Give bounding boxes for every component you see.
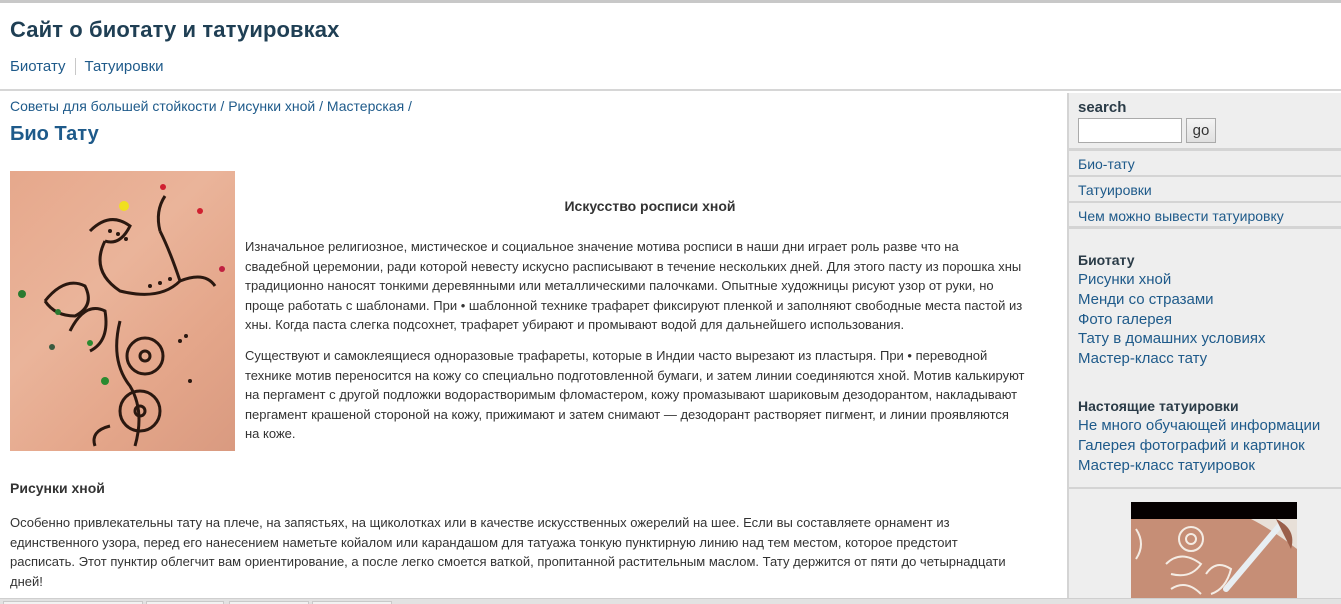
sidebar-group-biotatu — [1078, 250, 1338, 369]
sidebar-link[interactable]: Мастер-класс татуировок — [1078, 456, 1255, 474]
quick-links — [1069, 151, 1341, 229]
sidebar-link[interactable]: Фото галерея — [1078, 310, 1173, 328]
henna-tattoo-image — [10, 171, 235, 451]
page-title: Био Тату — [10, 123, 99, 145]
article-paragraph: Изначальное религиозное, мистическое и социальное значение мотива росписи в наши дни играет роль разве что на свадебной церемонии, ради которой невесту искусно расписывают в течение нескольких дней. Для этого пасту из порошка хны традиционно наносят тонкими деревянными или металлическими палочками. Опытные художницы рисуют узор от руки, но проще работать с шаблонами. При • шаблонной технике трафарет фиксируют пленкой и заполняют свободные места пастой из хны. Когда паста слегка подсохнет, трафарет убирают и промывают водой для дальнейшего использования. — [245, 239, 1023, 332]
main-content — [0, 93, 1067, 598]
sidebar-link[interactable]: Мастер-класс тату — [1078, 350, 1208, 368]
nav-separator — [75, 58, 76, 75]
sidebar-group-real-tattoos — [1078, 396, 1338, 475]
sidebar-link-bio-tatu[interactable]: Био-тату — [1069, 151, 1341, 177]
nav-link-biotatu[interactable]: Биотату — [10, 58, 66, 75]
sidebar-link-tattoo-removal[interactable]: Чем можно вывести татуировку — [1069, 203, 1341, 229]
site-header — [0, 3, 1341, 91]
sidebar-link[interactable]: Менди со стразами — [1078, 290, 1214, 308]
top-nav — [10, 58, 164, 75]
bottom-toolbar — [0, 598, 1341, 604]
section-paragraph: Особенно привлекательны тату на плече, на запястьях, на щиколотках или в качестве искусственных ожерелий на шее. Если вы составляете орнамент из единственного узора, перед его нанесением наметьте койалом или карандашом для татуажа тонкую пунктирную линию над тем местом, которое предстоит расписать. Этот пунктир облегчит вам ориентирование, а после легко смоется ваткой, пропитанной растительным маслом. Тату держится от пяти до четырнадцати дней! — [10, 515, 1006, 589]
sidebar-link[interactable]: Рисунки хной — [1078, 271, 1172, 288]
breadcrumb-links[interactable]: Советы для большей стойкости / Рисунки хной / Мастерская / — [10, 98, 412, 114]
article-heading: Искусство росписи хной — [564, 198, 736, 214]
search-go-button[interactable]: go — [1186, 118, 1216, 143]
henna-video-thumbnail[interactable] — [1131, 502, 1297, 598]
henna-pattern-icon — [10, 171, 235, 451]
video-black-bar — [1131, 502, 1297, 519]
section-heading: Рисунки хной — [10, 480, 105, 496]
article-paragraph: Существуют и самоклеящиеся одноразовые трафареты, которые в Индии часто вырезают из пластыря. При • переводной технике мотив переносится на кожу со специально подготовленной бумаги, и затем линии соединяются хной. Мотив калькируют на пергамент с другой подложки водорастворимым фломастером, кожу промазывают шариковым дезодорантом, накладывают пергамент крашеной стороной на кожу, прижимают и затем снимают — дезодорант растворяет пигмент, и линии проявляются на коже. — [245, 348, 1025, 441]
henna-application-icon — [1131, 519, 1297, 598]
search-block — [1069, 93, 1341, 151]
search-input[interactable] — [1078, 118, 1182, 143]
nav-link-tattoos[interactable]: Татуировки — [84, 58, 164, 75]
sidebar-link[interactable]: Тату в домашних условиях — [1078, 330, 1266, 348]
breadcrumb[interactable] — [10, 98, 412, 114]
sidebar — [1067, 93, 1341, 598]
search-label: search — [1078, 99, 1127, 116]
sidebar-divider — [1069, 487, 1341, 489]
group-title: Настоящие татуировки — [1078, 398, 1239, 414]
group-title: Биотату — [1078, 252, 1135, 268]
sidebar-link[interactable]: Не много обучающей информации — [1078, 417, 1321, 434]
site-title: Сайт о биотату и татуировках — [10, 17, 340, 42]
sidebar-link-tattoos[interactable]: Татуировки — [1069, 177, 1341, 203]
sidebar-link[interactable]: Галерея фотографий и картинок — [1078, 436, 1305, 454]
